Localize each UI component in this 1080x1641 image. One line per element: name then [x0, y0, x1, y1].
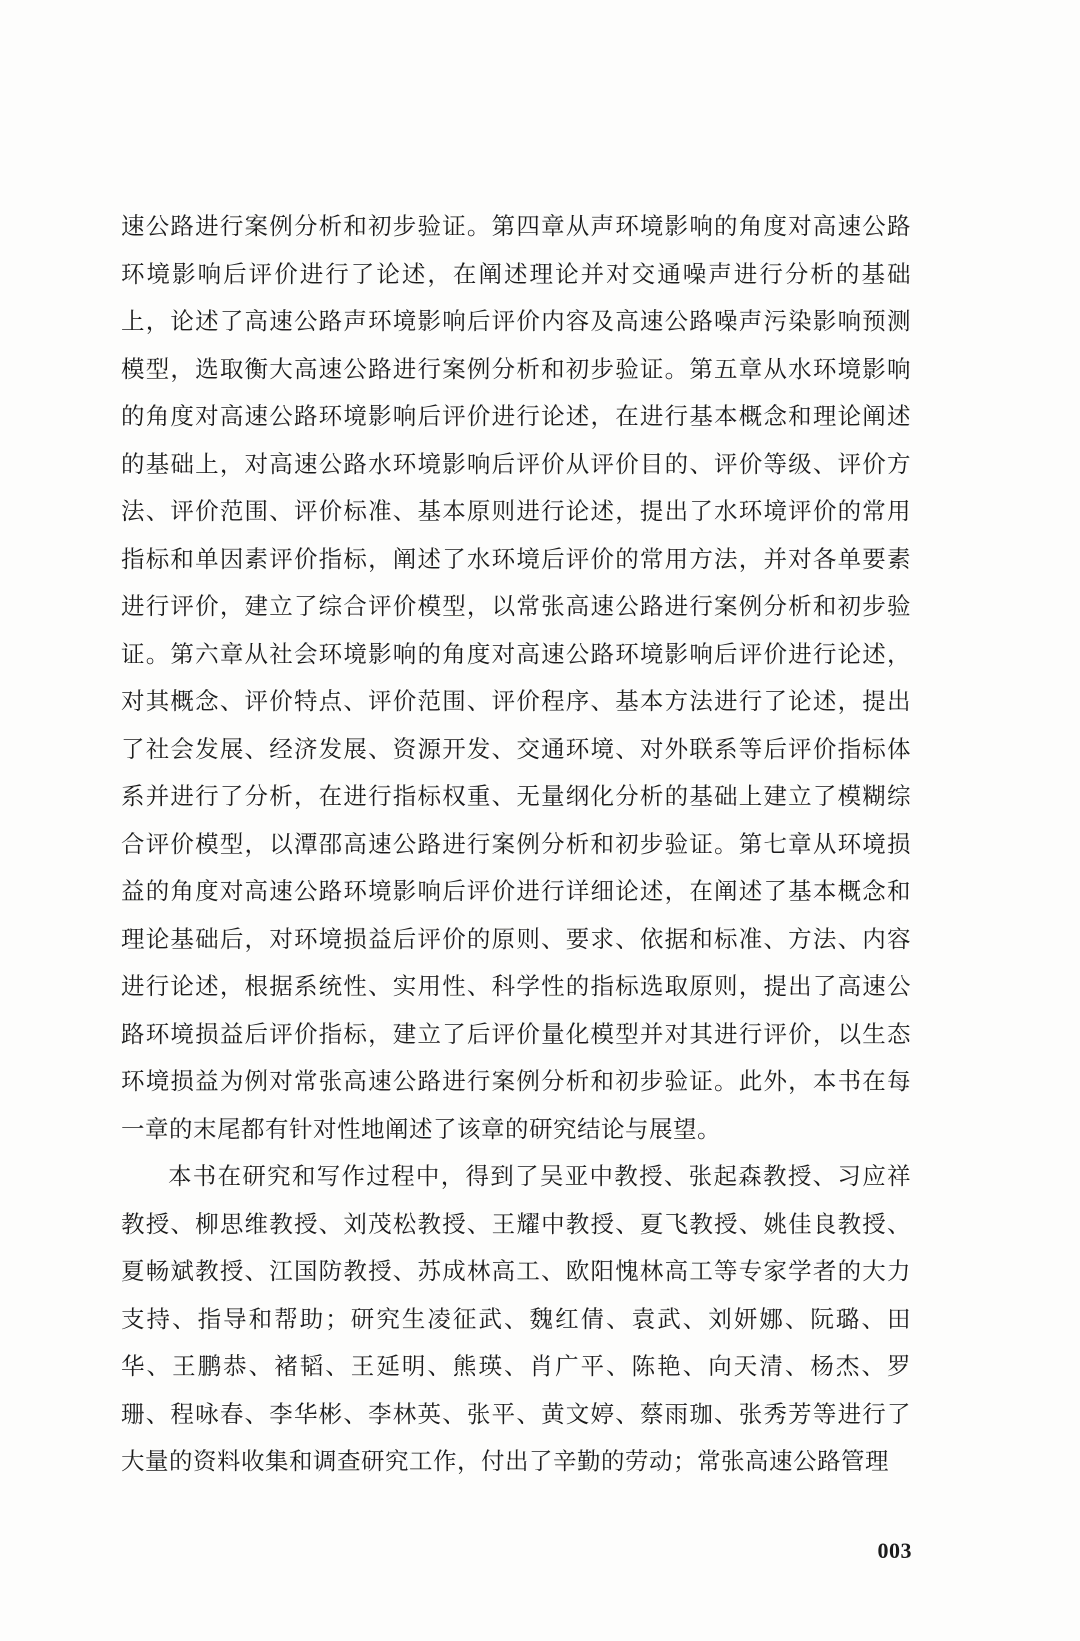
- body-text: [121, 203, 911, 1486]
- page-number: 003: [877, 1538, 912, 1563]
- paragraph-continuation: 速公路进行案例分析和初步验证。第四章从声环境影响的角度对高速公路环境影响后评价进行了论述，在阐述理论并对交通噪声进行分析的基础上，论述了高速公路声环境影响后评价内容及高速公路噪声污染影响预测模型，选取衡大高速公路进行案例分析和初步验证。第五章从水环境影响的角度对高速公路环境影响后评价进行论述，在进行基本概念和理论阐述的基础上，对高速公路水环境影响后评价从评价目的、评价等级、评价方法、评价范围、评价标准、基本原则进行论述，提出了水环境评价的常用指标和单因素评价指标，阐述了水环境后评价的常用方法，并对各单要素进行评价，建立了综合评价模型，以常张高速公路进行案例分析和初步验证。第六章从社会环境影响的角度对高速公路环境影响后评价进行论述，对其概念、评价特点、评价范围、评价程序、基本方法进行了论述，提出了社会发展、经济发展、资源开发、交通环境、对外联系等后评价指标体系并进行了分析，在进行指标权重、无量纲化分析的基础上建立了模糊综合评价模型，以潭邵高速公路进行案例分析和初步验证。第七章从环境损益的角度对高速公路环境影响后评价进行详细论述，在阐述了基本概念和理论基础后，对环境损益后评价的原则、要求、依据和标准、方法、内容进行论述，根据系统性、实用性、科学性的指标选取原则，提出了高速公路环境损益后评价指标，建立了后评价量化模型并对其进行评价，以生态环境损益为例对常张高速公路进行案例分析和初步验证。此外，本书在每一章的末尾都有针对性地阐述了该章的研究结论与展望。: [121, 212, 911, 1143]
- paragraph-acknowledgements: 本书在研究和写作过程中，得到了吴亚中教授、张起森教授、习应祥教授、柳思维教授、刘茂松教授、王耀中教授、夏飞教授、姚佳良教授、夏畅斌教授、江国防教授、苏成林高工、欧阳愧林高工等专家学者的大力支持、指导和帮助；研究生凌征武、魏红倩、袁武、刘妍娜、阮璐、田华、王鹏恭、褚韬、王延明、熊瑛、肖广平、陈艳、向天清、杨杰、罗珊、程咏春、李华彬、李林英、张平、黄文婷、蔡雨珈、张秀芳等进行了大量的资料收集和调查研究工作，付出了辛勤的劳动；常张高速公路管理: [121, 1162, 911, 1475]
